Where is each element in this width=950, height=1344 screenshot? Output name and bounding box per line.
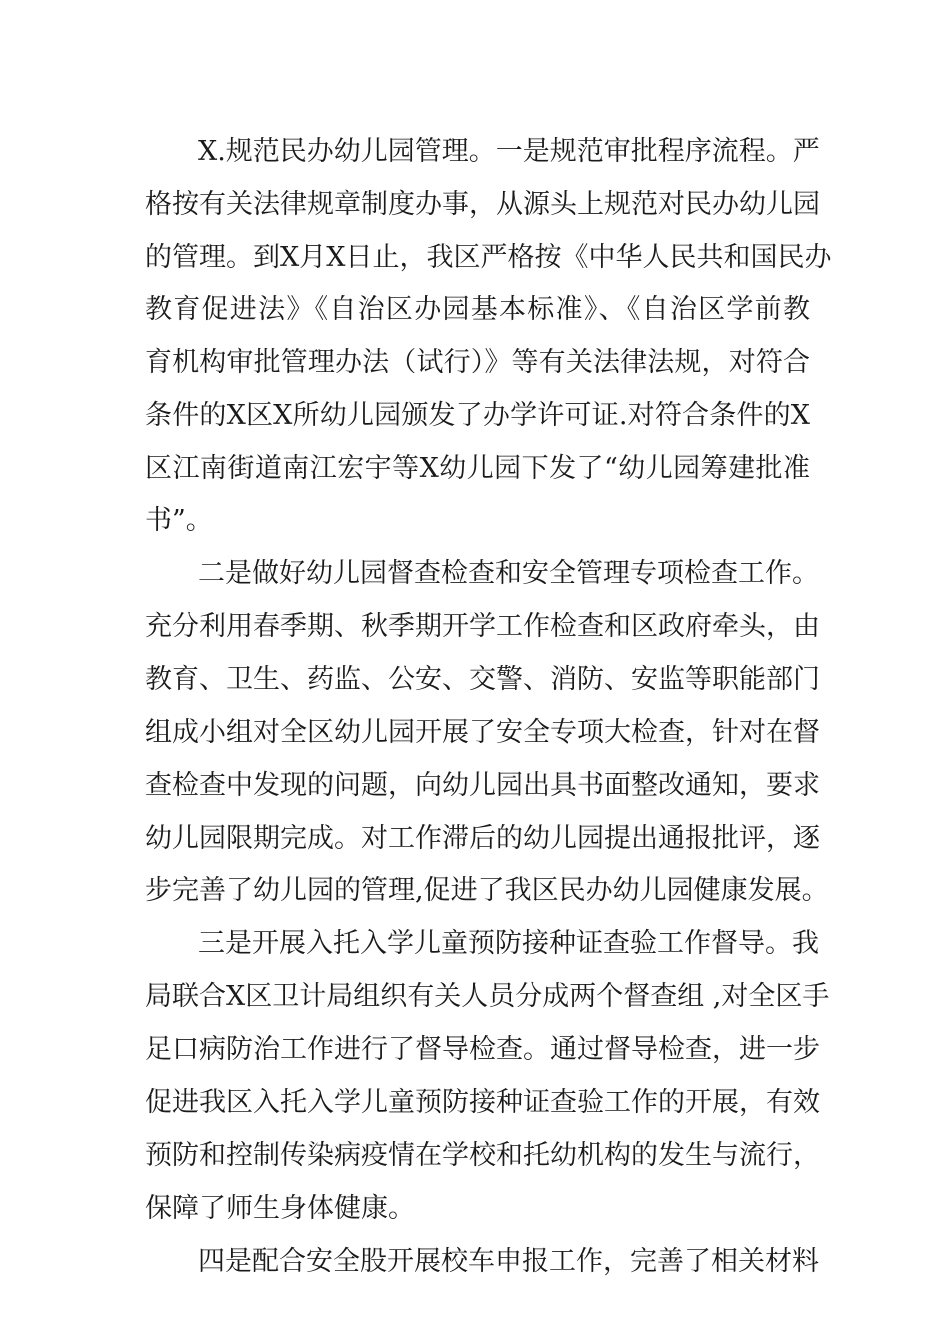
text-line: 三是开展入托入学儿童预防接种证查验工作督导。我 [198, 928, 819, 959]
text-line: 书”。 [145, 505, 213, 536]
text-line: 保障了师生身体健康。 [145, 1193, 415, 1224]
text-line: 组成小组对全区幼儿园开展了安全专项大检查，针对在督 [145, 717, 820, 748]
text-line: 二是做好幼儿园督查检查和安全管理专项检查工作。 [198, 558, 819, 589]
text-line: 足口病防治工作进行了督导检查。通过督导检查，进一步 [145, 1034, 820, 1065]
text-line: 育机构审批管理办法（试行）》等有关法律法规，对符合 [145, 347, 810, 378]
text-line: 查检查中发现的问题，向幼儿园出具书面整改通知，要求 [145, 770, 820, 801]
text-line: 促进我区入托入学儿童预防接种证查验工作的开展，有效 [145, 1087, 820, 1118]
text-line: 预防和控制传染病疫情在学校和托幼机构的发生与流行， [145, 1140, 820, 1171]
text-line: 区江南街道南江宏宇等X幼儿园下发了“幼儿园筹建批准 [145, 453, 810, 484]
text-line: 幼儿园限期完成。对工作滞后的幼儿园提出通报批评，逐 [145, 823, 820, 854]
text-line: 教育促进法》《自治区办园基本标准》、《自治区学前教 [145, 294, 810, 325]
text-line: 教育、卫生、药监、公安、交警、消防、安监等职能部门 [145, 664, 820, 695]
text-line: X.规范民办幼儿园管理。一是规范审批程序流程。严 [198, 136, 820, 167]
text-line: 步完善了幼儿园的管理,促进了我区民办幼儿园健康发展。 [145, 875, 829, 906]
text-line: 局联合X区卫计局组织有关人员分成两个督查组 ,对全区手 [145, 981, 830, 1012]
text-line: 四是配合安全股开展校车申报工作，完善了相关材料 [198, 1246, 819, 1277]
text-line: 充分利用春季期、秋季期开学工作检查和区政府牵头，由 [145, 611, 820, 642]
text-line: 条件的X区X所幼儿园颁发了办学许可证.对符合条件的X [145, 400, 810, 431]
text-line: 的管理。到X月X日止，我区严格按《中华人民共和国民办 [145, 242, 832, 273]
text-line: 格按有关法律规章制度办事，从源头上规范对民办幼儿园 [145, 189, 820, 220]
